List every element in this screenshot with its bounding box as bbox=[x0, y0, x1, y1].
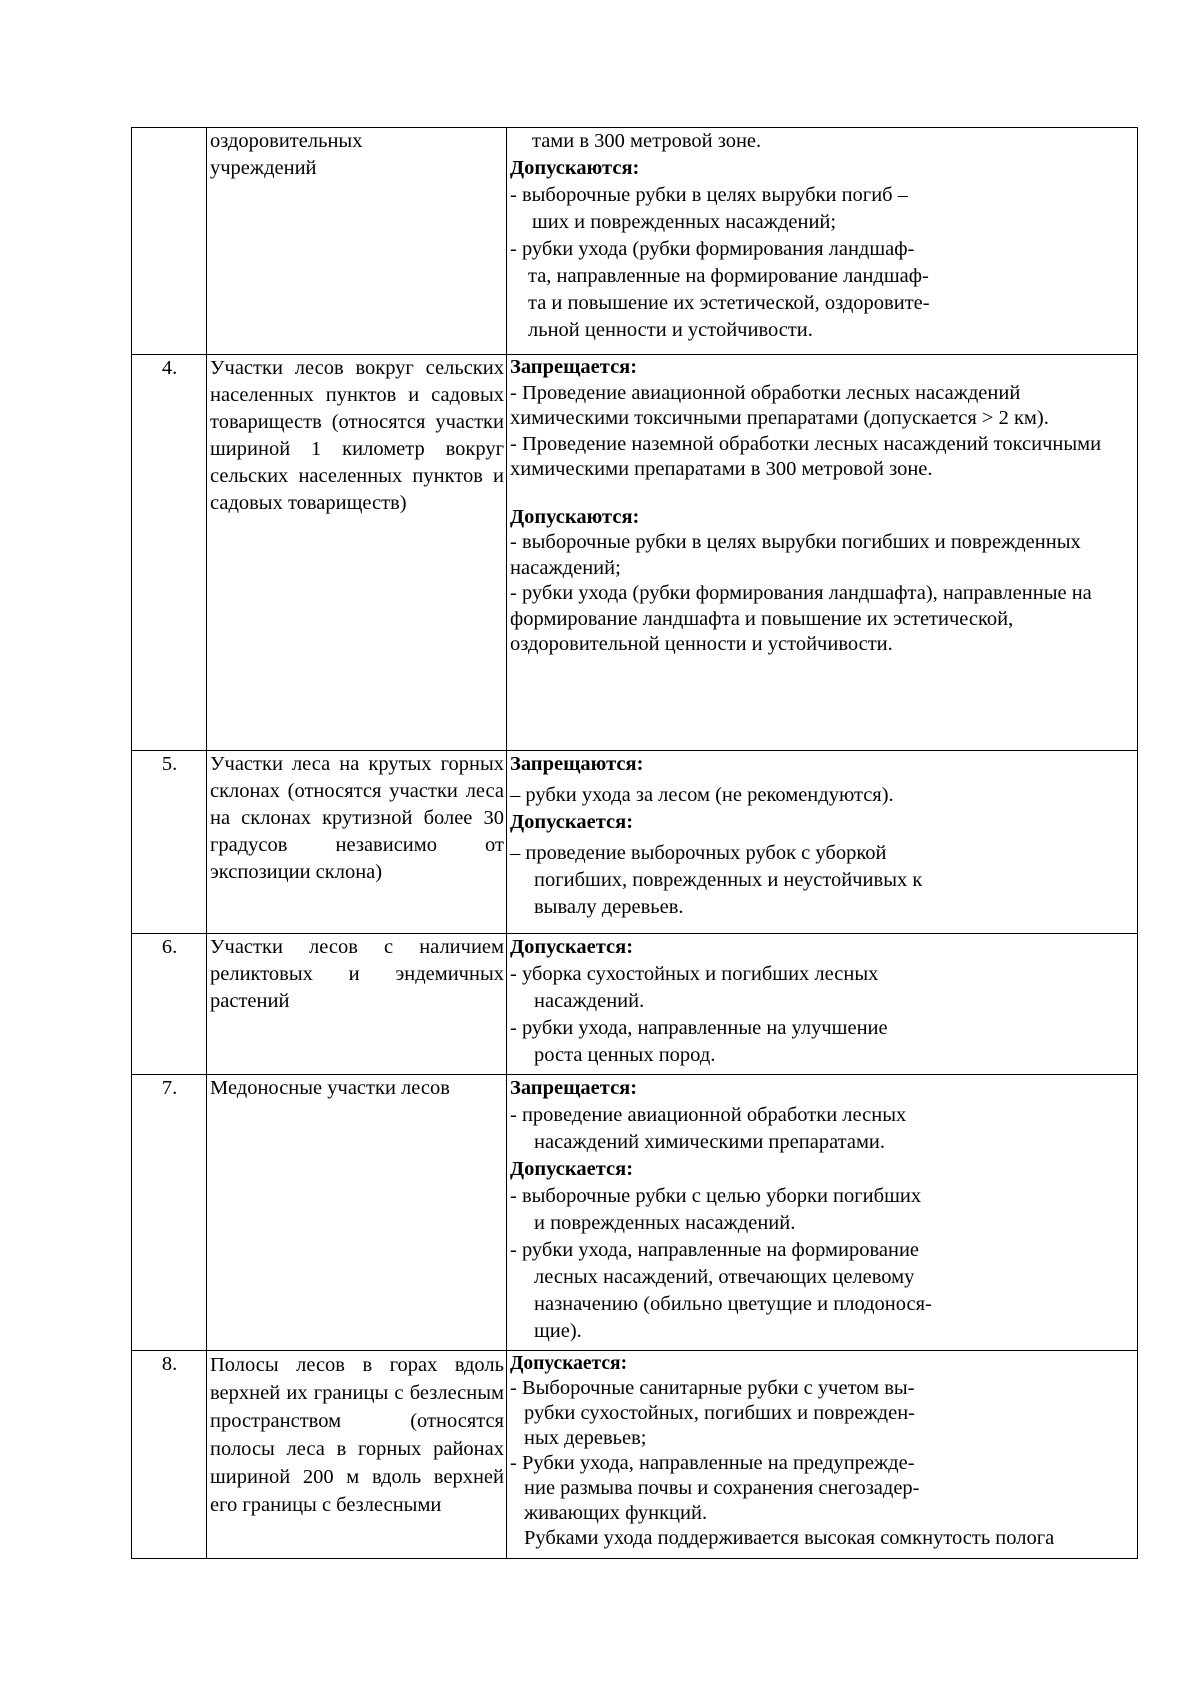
row-number: 8. bbox=[132, 1351, 207, 1559]
rule-line: - выборочные рубки с целью уборки погибших bbox=[510, 1185, 922, 1207]
rule-line: – рубки ухода за лесом (не рекомендуются). bbox=[510, 784, 894, 806]
area-name-cell bbox=[207, 1351, 507, 1559]
area-name: Участки лесов вокруг сельских населенных пунктов и садовых товариществ (относятся участки шириной 1 километр вокруг сельских населенных пунктов и садовых товариществ) bbox=[210, 357, 504, 514]
rule-heading: Допускается: bbox=[510, 1353, 628, 1374]
rule-line: тами в 300 метровой зоне. bbox=[532, 130, 762, 152]
area-name: Полосы лесов в горах вдоль верхней их границы с безлесным пространством (относятся полосы леса в горных районах шириной 200 м вдоль верхней его границы с безлесными bbox=[210, 1354, 504, 1516]
rule-heading: Запрещаются: bbox=[510, 753, 644, 775]
rule-line: живающих функций. bbox=[524, 1502, 708, 1524]
area-name: Участки лесов с наличием реликтовых и эндемичных растений bbox=[210, 936, 504, 1012]
table-row bbox=[132, 355, 1138, 751]
area-name-cell bbox=[207, 355, 507, 751]
rule-line: - уборка сухостойных и погибших лесных bbox=[510, 963, 879, 985]
table-row bbox=[132, 1351, 1138, 1559]
rules-cell bbox=[507, 751, 1138, 934]
rule-line: и поврежденных насаждений. bbox=[534, 1212, 796, 1234]
spacer bbox=[510, 483, 1135, 505]
rules-cell bbox=[507, 355, 1138, 751]
rule-line: ных деревьев; bbox=[524, 1427, 647, 1449]
rule-line: - Выборочные санитарные рубки с учетом вы- bbox=[510, 1377, 915, 1399]
rule-line: та, направленные на формирование ландшаф- bbox=[528, 265, 929, 287]
rule-line: - рубки ухода (рубки формирования ландшаф- bbox=[510, 238, 915, 260]
table-row bbox=[132, 751, 1138, 934]
area-name: Медоносные участки лесов bbox=[210, 1077, 450, 1099]
area-name-cell bbox=[207, 934, 507, 1075]
rule-line: вывалу деревьев. bbox=[534, 896, 684, 918]
rule-line: роста ценных пород. bbox=[534, 1044, 716, 1066]
rules-cell bbox=[507, 934, 1138, 1075]
rule-line: льной ценности и устойчивости. bbox=[528, 319, 813, 341]
rule-heading: Допускаются: bbox=[510, 505, 640, 528]
rule-line: - выборочные рубки в целях вырубки погиб – bbox=[510, 184, 908, 206]
table-row bbox=[132, 128, 1138, 355]
rule-line: - выборочные рубки в целях вырубки погибших и поврежденных насаждений; bbox=[510, 531, 1081, 579]
row-number: 4. bbox=[132, 355, 207, 751]
rule-heading: Допускается: bbox=[510, 811, 634, 833]
rule-line: та и повышение их эстетической, оздоровите- bbox=[528, 292, 930, 314]
rule-heading: Запрещается: bbox=[510, 356, 638, 378]
rule-line: Рубками ухода поддерживается высокая сомкнутость полога bbox=[524, 1527, 1055, 1549]
rule-line: рубки сухостойных, погибших и поврежден- bbox=[524, 1402, 916, 1424]
rule-line: - Проведение наземной обработки лесных насаждений токсичными химическими препаратами в 300 метровой зоне. bbox=[510, 432, 1102, 480]
rule-heading: Допускаются: bbox=[510, 157, 640, 179]
rule-line: щие). bbox=[534, 1320, 582, 1342]
rules-cell bbox=[507, 1075, 1138, 1351]
rules-cell bbox=[507, 128, 1138, 355]
rule-heading: Допускается: bbox=[510, 936, 634, 958]
rule-line: - Проведение авиационной обработки лесных насаждений химическими токсичными препаратами (допускается > 2 км). bbox=[510, 381, 1049, 429]
rule-heading: Допускается: bbox=[510, 1158, 634, 1180]
area-name-cell bbox=[207, 751, 507, 934]
table-row bbox=[132, 1075, 1138, 1351]
rule-line: лесных насаждений, отвечающих целевому bbox=[534, 1266, 915, 1288]
row-number: 7. bbox=[132, 1075, 207, 1351]
rule-line: - проведение авиационной обработки лесных bbox=[510, 1104, 907, 1126]
table-row bbox=[132, 934, 1138, 1075]
area-name: Участки леса на крутых горных склонах (относятся участки леса на склонах крутизной более 30 градусов независимо от экспозиции склона) bbox=[210, 753, 504, 883]
area-name: оздоровительных учреждений bbox=[210, 130, 363, 179]
rule-line: ших и поврежденных насаждений; bbox=[532, 211, 837, 233]
rule-line: ние размыва почвы и сохранения снегозадер- bbox=[524, 1477, 920, 1499]
regulations-table bbox=[131, 127, 1138, 1559]
rule-line: - рубки ухода (рубки формирования ландшафта), направленные на формирование ландшафта и повышение их эстетической, оздоровительной ценности и устойчивости. bbox=[510, 582, 1092, 655]
rule-line: насаждений химическими препаратами. bbox=[534, 1131, 886, 1153]
rule-heading: Запрещается: bbox=[510, 1077, 638, 1099]
area-name-cell bbox=[207, 1075, 507, 1351]
rule-line: назначению (обильно цветущие и плодонося- bbox=[534, 1293, 932, 1315]
row-number bbox=[132, 128, 207, 355]
row-number: 5. bbox=[132, 751, 207, 934]
rules-cell bbox=[507, 1351, 1138, 1559]
rule-line: - рубки ухода, направленные на формирование bbox=[510, 1239, 920, 1261]
row-number: 6. bbox=[132, 934, 207, 1075]
rule-line: - рубки ухода, направленные на улучшение bbox=[510, 1017, 888, 1039]
rule-line: погибших, поврежденных и неустойчивых к bbox=[534, 869, 923, 891]
rule-line: – проведение выборочных рубок с уборкой bbox=[510, 842, 887, 864]
area-name-cell bbox=[207, 128, 507, 355]
rule-line: насаждений. bbox=[534, 990, 645, 1012]
rule-line: - Рубки ухода, направленные на предупрежде- bbox=[510, 1452, 915, 1474]
